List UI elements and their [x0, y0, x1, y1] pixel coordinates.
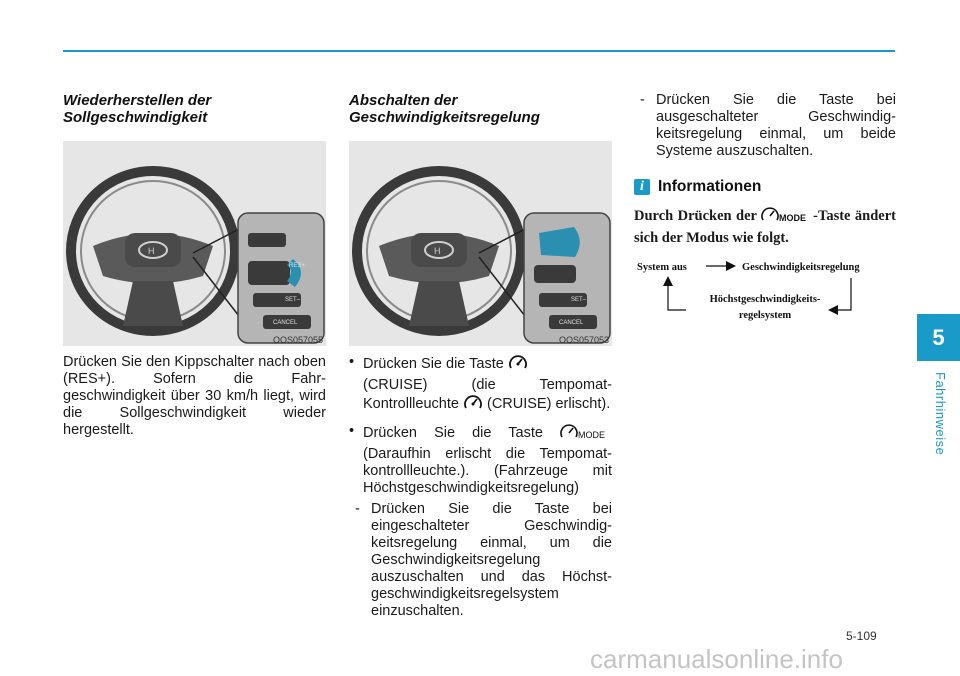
watermark: carmanualsonline.info	[590, 644, 843, 674]
heading-restore	[63, 92, 326, 126]
heading-disable	[349, 92, 612, 126]
column-disable-body	[349, 354, 612, 620]
diagram-speed-limit-line1: Höchstgeschwindigkeits-	[709, 294, 821, 305]
mode-cycle-diagram	[634, 258, 896, 324]
figure-caption-2: OOS057053	[559, 335, 610, 345]
diagram-speed-limit-line2: regelsystem	[738, 310, 792, 321]
dash-item-1: - Drücken Sie die Taste bei eingeschalteter Geschwindig- keitsregelung einmal, um die Geschwindigkeitsregelung auszuschalten und das Höchst- geschwindigkeitsregelsystem einzuschalten.	[355, 501, 612, 619]
svg-text:H: H	[148, 246, 155, 256]
cruise-indicator-icon	[463, 394, 483, 417]
bullet2-text-b: (Daraufhin erlischt die Tempomat- kontrollleuchte.). (Fahrzeuge mit Höchstgeschwindigkeitsregelung)	[363, 446, 612, 496]
cancel-label: CANCEL	[273, 320, 298, 326]
page-number: 5-109	[846, 629, 877, 643]
svg-text:MODE: MODE	[779, 213, 807, 223]
diagram-cruise-control: Geschwindigkeitsregelung	[742, 262, 860, 273]
heading-line-2: Sollgeschwindigkeit	[63, 109, 208, 126]
set-label: SET–	[571, 297, 587, 303]
diagram-system-off: System aus	[637, 262, 687, 273]
steering-wheel-illustration	[349, 141, 612, 346]
column-disable	[349, 92, 612, 126]
res-label: RES+	[289, 263, 305, 269]
arrow-down-left-icon	[828, 278, 851, 315]
bullet-cruise	[349, 354, 612, 417]
svg-text:H: H	[434, 246, 441, 256]
top-rule	[63, 50, 895, 52]
cruise-mode-icon	[761, 206, 813, 229]
bullet-mode	[349, 423, 612, 497]
bullet1-text-c: (CRUISE) erlischt).	[486, 396, 611, 412]
info-text-a: Durch Drücken der	[634, 208, 757, 224]
dash-item-2: - Drücken Sie die Taste bei ausgeschalteter Geschwindig- keitsregelung einmal, um beide Systeme auszuschalten.	[640, 92, 896, 159]
heading-line-2: Geschwindigkeitsregelung	[349, 109, 540, 126]
chapter-tab: 5	[917, 314, 960, 361]
column-info	[634, 92, 896, 247]
bullet1-text-b: (CRUISE) (die Tempomat- Kontrollleuchte	[363, 377, 612, 412]
svg-text:MODE: MODE	[578, 430, 605, 440]
info-text	[634, 206, 896, 247]
cruise-mode-icon	[560, 423, 612, 446]
bullet2-text-a: Drücken Sie die Taste	[363, 425, 543, 441]
column-restore	[63, 92, 326, 126]
heading-line-1: Wiederherstellen der	[63, 92, 212, 109]
info-title: Informationen	[658, 178, 762, 195]
column-restore-body	[63, 354, 326, 439]
dash1-text: Drücken Sie die Taste bei eingeschalteter Geschwindig- keitsregelung einmal, um die Geschwindigkeitsregelung auszuschalten und das Höchst- geschwindigkeitsregelsystem einzuschalten.	[371, 501, 612, 619]
chapter-label-text: Fahrhinweise	[933, 372, 948, 456]
heading-line-1: Abschalten der	[349, 92, 458, 109]
restore-paragraph: Drücken Sie den Kippschalter nach oben (RES+). Sofern die Fahr- geschwindigkeit über 30 km/h liegt, wird die Sollgeschwindigkeit wieder hergestellt.	[63, 354, 326, 438]
dash2-text: Drücken Sie die Taste bei ausgeschalteter Geschwindig- keitsregelung einmal, um beide Systeme auszuschalten.	[656, 92, 896, 159]
figure-steering-wheel-res	[63, 141, 326, 346]
cruise-icon	[508, 354, 528, 377]
arrow-up-icon	[663, 276, 686, 310]
figure-caption-1: OOS057055	[273, 335, 324, 345]
info-header	[634, 178, 896, 196]
arrow-right-icon	[706, 261, 736, 271]
chapter-label	[932, 372, 948, 462]
cancel-label: CANCEL	[559, 320, 584, 326]
set-label: SET–	[285, 297, 301, 303]
steering-wheel-illustration	[63, 141, 326, 346]
info-text-b: -Taste ändert sich der Modus wie folgt.	[634, 208, 897, 246]
bullet1-text-a: Drücken Sie die Taste	[363, 356, 504, 372]
figure-steering-wheel-cruise	[349, 141, 612, 346]
info-icon: i	[634, 179, 650, 195]
